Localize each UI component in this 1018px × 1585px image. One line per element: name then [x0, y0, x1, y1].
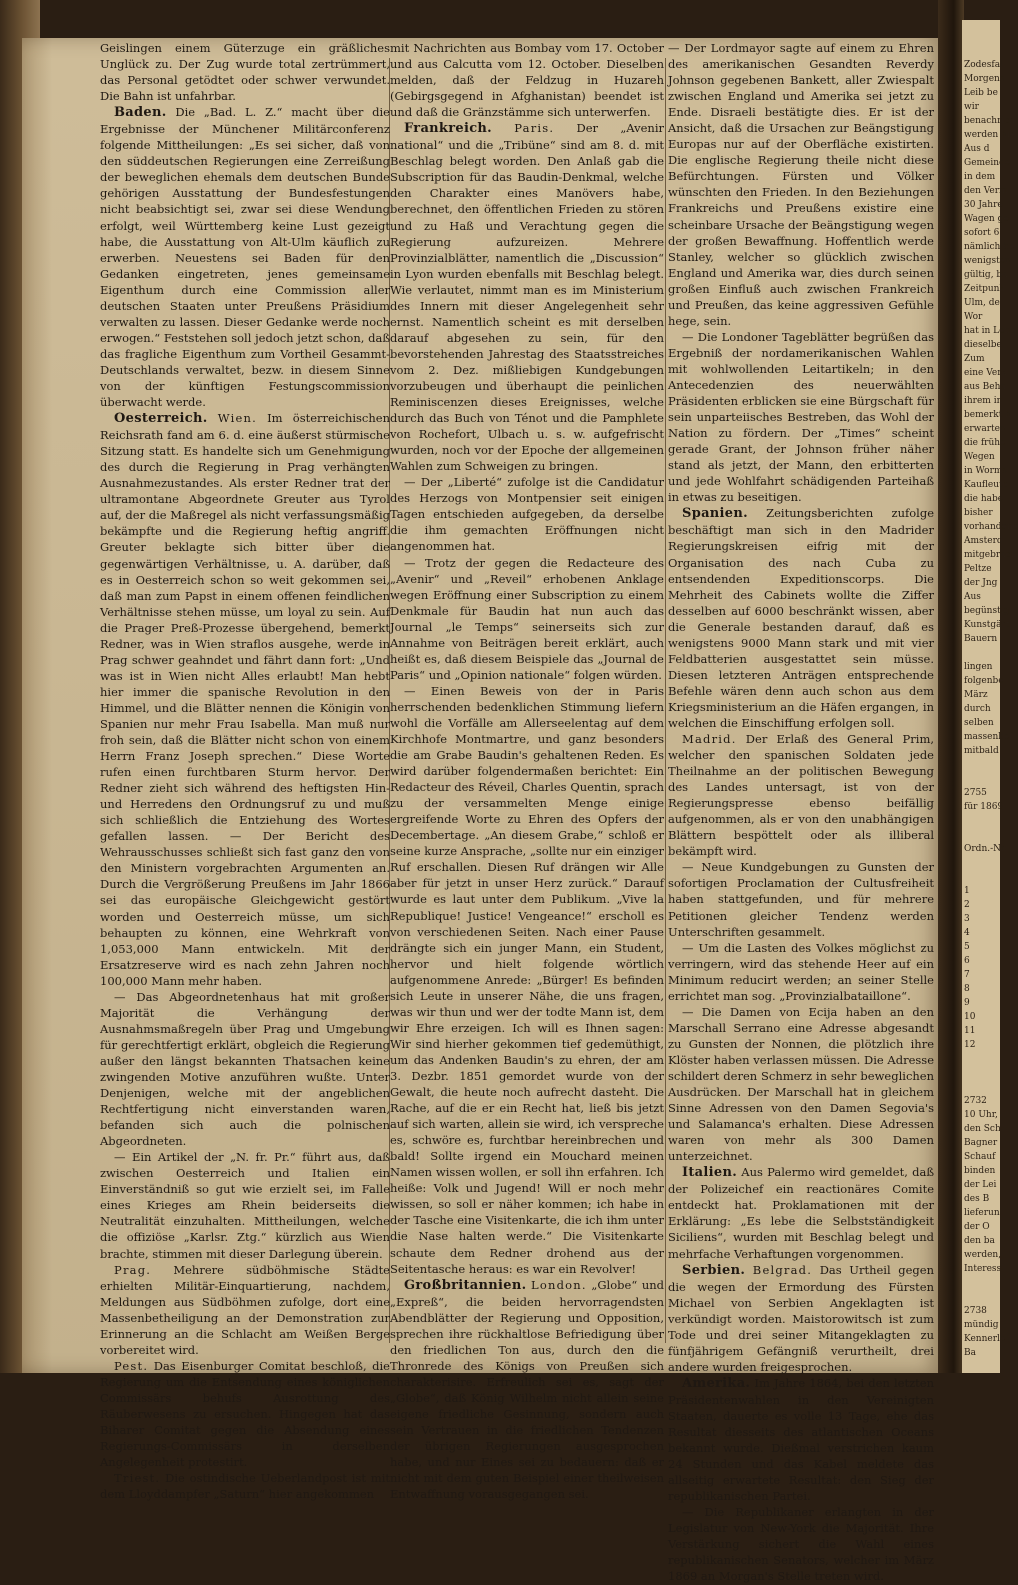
- facing-page-line: bisher: [964, 508, 993, 518]
- facing-page-line: gültig, ba: [964, 270, 1008, 280]
- facing-page-line: den ba: [964, 1236, 995, 1246]
- section-heading-serbien: Serbien.: [682, 1262, 746, 1278]
- article-spanien: [668, 505, 934, 731]
- dateline-pest: Pest.: [114, 1358, 149, 1373]
- facing-page-line: Wor: [964, 312, 983, 322]
- facing-page-line: ihrem in: [964, 396, 1003, 406]
- article-amerika-text: Im Jahre 1864, bei den letzten Präsidentenwahlen in den Vereinigten Staaten, dauerte es volle 13 Tage, ehe das Resultat diesseits des atlantischen Oceans bekannt wurde. Dießmal verstrichen kaum 24 Stunden und das Kabel meldete das allseitig erwartete Resultat: den Sieg der republikanischen Partei.: [668, 1375, 935, 1504]
- article-pest-text: Das Eisenburger Comitat beschloß, die Regierung um die Entsendung eines königlichen Commissärs behufs Ausrottung des Räuberwesens zu ersuchen. Hingegen hat das Biharer Comitat gegen die Absendung eines Regierungs-Commissärs in derselben Angelegenheit protestirt.: [100, 1358, 390, 1470]
- facing-page-line: der O: [964, 1222, 990, 1232]
- facing-page-line: Aus: [964, 592, 981, 602]
- article-italien: [668, 1164, 934, 1261]
- facing-page-line: mündig: [964, 1320, 999, 1330]
- article-tageblaetter: — Die Londoner Tageblätter begrüßen das Ergebniß der nordamerikanischen Wahlen mit wohlwollenden Leitartikeln; in den Antecedenzien des neuerwählten Präsidenten erblicken sie eine Bürgschaft für sein unparteiisches Bestreben, das Wohl der Nation zu fördern. Der „Times“ scheint gerade Grant, der Johnson früher näher stand als jetzt, der Mann, den erbitterten und jede Wohlfahrt schädigenden Parteihaß in etwas zu beseitigen.: [668, 329, 934, 505]
- facing-page-line: eine Verk: [964, 368, 1007, 378]
- section-heading-oesterreich: Oesterreich.: [114, 411, 208, 427]
- facing-page-line: Aus d: [964, 144, 990, 154]
- article-spanien-text: Zeitungsberichten zufolge beschäftigt man sich in den Madrider Regierungskreisen eifrig mit der Organisation des nach Cuba zu entsendenden Expeditionscorps. Die Mehrheit des Cabinets wollte die Ziffer desselben auf 6000 beschränkt wissen, aber die Generale bestanden darauf, daß es wenigstens 9000 Mann stark und mit vier Feldbatterien ausgestattet sein müsse. Diesen letzteren Anträgen entsprechende Befehle wären denn auch schon aus dem Kriegsministerium an die Häfen ergangen, in welchen die Einschiffung erfolgen soll.: [668, 506, 935, 730]
- dateline-wien: Wien.: [217, 411, 257, 426]
- facing-page-line: in Worms: [964, 466, 1008, 476]
- facing-page-line: die frühe: [964, 438, 1006, 448]
- facing-page-line: 5: [964, 942, 970, 952]
- facing-page-line: benachrich: [964, 116, 1016, 126]
- facing-page-line: Kennerle: [964, 1334, 1006, 1344]
- section-heading-amerika: Amerika.: [682, 1375, 751, 1391]
- facing-page-line: für 1869: [964, 802, 1004, 812]
- article-triest-text: Die ostindische Ueberlandpost ist mit dem Lloyddampfer „Saturn“ hier angekommen: [100, 1471, 390, 1502]
- article-italien-neutralitaet: — Ein Artikel der „N. fr. Pr.“ führt aus, daß zwischen Oesterreich und Italien ein Einverständniß so gut wie erzielt sei, im Falle eines Krieges am Rhein beiderseits die Neutralität einzuhalten. Mittheilungen, welche die offiziöse „Karlsr. Ztg.“ kürzlich aus Wien brachte, stimmen mit dieser Darlegung überein.: [100, 1150, 390, 1261]
- facing-page-line: begünstig: [964, 606, 1010, 616]
- facing-page-line: 2: [964, 900, 970, 910]
- facing-page-line: Ba: [964, 1348, 976, 1358]
- facing-page-line: 6: [964, 956, 970, 966]
- facing-page-line: vorhandene: [964, 522, 1018, 532]
- facing-page-line: 1: [964, 886, 970, 896]
- article-amerika: [668, 1375, 934, 1504]
- facing-page-line: 9: [964, 998, 970, 1008]
- section-heading-baden: Baden.: [114, 105, 167, 121]
- article-baudin-subscription: — Trotz der gegen die Redacteure des „Avenir“ und „Reveil“ erhobenen Anklage wegen Eröffnung einer Subscription zu einem Denkmale für Baudin hat nun auch das Journal „le Temps“ seinerseits sich zur Annahme von Beiträgen bereit erklärt, auch heißt es, daß diesem Beispiele das „Journal de Paris“ und „Opinion nationale“ folgen würden.: [390, 555, 664, 682]
- facing-page-line: lingen: [964, 662, 993, 672]
- facing-page-line: Morgens: [964, 74, 1005, 84]
- facing-page-edge: [962, 20, 1018, 1373]
- column-2: [390, 40, 664, 1502]
- facing-page-line: Leib be: [964, 88, 998, 98]
- facing-page-line: Zodesfall: [964, 60, 1006, 70]
- facing-page-line: Ordn.-Nr.: [964, 844, 1008, 854]
- article-oesterreich: [100, 410, 390, 989]
- column-1: [100, 40, 390, 1502]
- article-baden-text: Die „Bad. L. Z.“ macht über die Ergebnisse der Münchener Militärconferenz folgende Mittheilungen: „Es sei sicher, daß von den süddeutschen Regierungen eine Zerreißung der beweglichen ehemals dem deutschen Bunde gehörigen Ausstattung der Bundesfestungen nicht beabsichtigt sei, zwar sei diese Wendung erfolgt, weil Württemberg keine Lust gezeigt habe, die Ausstattung von Alt-Ulm käuflich zu erwerben. Neuestens sei Baden für den Gedanken eingetreten, jenes gemeinsame Eigenthum durch eine Commission aller deutschen Staaten unter Preußens Präsidium verwalten zu lassen. Dieser Gedanke werde noch erwogen.“ Feststehen soll jedoch jetzt schon, daß das fragliche Eigenthum zum Vortheil Gesammt-Deutschlands verwaltet, bezw. in diesem Sinne von der künftigen Festungscommission überwacht werde.: [100, 105, 390, 410]
- facing-page-line: folgenbe: [964, 676, 1004, 686]
- facing-page-line: des B: [964, 1194, 990, 1204]
- facing-page-line: die habe: [964, 494, 1004, 504]
- facing-page-line: bemerkt h: [964, 410, 1011, 420]
- facing-page-line: durch: [964, 704, 991, 714]
- facing-page-line: 2732: [964, 1096, 987, 1106]
- book-spine: [938, 0, 964, 1373]
- facing-page-line: Zeitpunk: [964, 284, 1005, 294]
- dateline-paris: Paris.: [514, 121, 555, 136]
- article-grossbritannien: [390, 1277, 664, 1503]
- article-madrid: [668, 731, 934, 859]
- article-oesterreich-text: Im österreichischen Reichsrath fand am 6. d. eine äußerst stürmische Sitzung statt. Es handelte sich um Genehmigung des durch die Regierung in Prag verhängten Ausnahmezustandes. Als erster Redner trat der ultramontane Abgeordnete Greuter aus Tyrol auf, der die Maßregel als nicht verfassungsmäßig bekämpfte und die Regierung heftig angriff. Greuter beklagte sich bitter über die gegenwärtigen Verhältnisse, u. A. darüber, daß es in Oesterreich schon so weit gekommen sei, daß man zum Papst in einem offenen feindlichen Verhältnisse stehen müsse, um loyal zu sein. Auf die Prager Preß-Prozesse übergehend, bemerkt Redner, was in Wien straflos ausgehe, werde in Prag schwer geahndet und fährt dann fort: „Und was ist in Wien nicht Alles erlaubt! Man hebt hier immer die spanische Revolution in den Himmel, und die Blätter nennen die Königin von Spanien nur mehr Frau Isabella. Man muß nur froh sein, daß die Blätter nicht schon von einem Herrn Franz Joseph sprechen.“ Diese Worte rufen einen furchtbaren Sturm hervor. Der Redner zieht sich während des heftigsten Hin- und Herredens den Ordnungsruf zu und muß sich schließlich die Entziehung des Wortes gefallen lassen. — Der Bericht des Wehrausschusses schließt sich fast ganz den von den Ministern vorgebrachten Argumenten an. Durch die Vergrößerung Preußens im Jahr 1866 sei das europäische Gleichgewicht gestört worden und Oesterreich müsse, um sich behaupten zu können, eine Wehrkraft von 1,053,000 Mann entwickeln. Mit der Ersatzreserve wird es nach zehn Jahren noch 100,000 Mann mehr haben.: [100, 411, 390, 988]
- facing-page-line: 2738: [964, 1306, 987, 1316]
- article-lordmayor: — Der Lordmayor sagte auf einem zu Ehren des amerikanischen Gesandten Reverdy Johnson gegebenen Bankett, aller Zwiespalt zwischen England und Amerika sei jetzt zu Ende. Disraeli bestätigte dies. Er ist der Ansicht, daß die Ursachen zur Beängstigung Europas nur auf der Oberfläche existirten. Die englische Regierung theile nicht diese Befürchtungen. Fürsten und Völker wünschten den Frieden. In den Beziehungen Frankreichs und Preußens existire eine scheinbare Ursache der Beängstigung wegen der großen Bewaffnung. Hoffentlich werde Stanley, welcher so glücklich zwischen England und Amerika war, dies durch seinen großen Einfluß auch zwischen Frankreich und Preußen, das keine aggressiven Gefühle hege, sein.: [668, 41, 934, 328]
- dateline-prag: Prag.: [114, 1262, 152, 1277]
- facing-page-line: binden: [964, 1166, 996, 1176]
- dateline-london: London.: [531, 1277, 587, 1292]
- facing-page-line: Peltze: [964, 564, 992, 574]
- facing-page-line: wenigsten: [964, 256, 1011, 266]
- facing-page-line: der Lei: [964, 1180, 997, 1190]
- article-frankreich-text: Der „Avenir national“ und die „Tribüne“ sind am 8. d. mit Beschlag belegt worden. Den Anlaß gab die Subscription für das Baudin-Denkmal, welche den Charakter eines Manövers habe, berechnet, den öffentlichen Frieden zu stören und zu Haß und Verachtung gegen die Regierung aufzureizen. Mehrere Provinzialblätter, namentlich die „Discussion“ in Lyon wurden ebenfalls mit Beschlag belegt. Wie verlautet, nimmt man es im Ministerium des Innern mit dieser Angelegenheit sehr ernst. Namentlich scheint es mit derselben darauf abgesehen zu sein, für den bevorstehenden Jahrestag des Staatsstreiches vom 2. Dez. mißliebigen Kundgebungen vorzubeugen und überhaupt die peinlichen Reminiscenzen dieses Ereignisses, welche durch das Buch von Ténot und die Pamphlete von Rochefort, Ulbach u. s. w. aufgefrischt wurden, noch vor der Epoche der allgemeinen Wahlen zum Schweigen zu bringen.: [390, 121, 664, 474]
- facing-page-line: Wegen: [964, 452, 995, 462]
- section-heading-italien: Italien.: [682, 1165, 738, 1181]
- facing-page-line: Kunstgärt: [964, 620, 1010, 630]
- facing-page-line: der Jng: [964, 578, 998, 588]
- article-baden: [100, 104, 390, 410]
- facing-page-line: März: [964, 690, 988, 700]
- section-heading-frankreich: Frankreich.: [404, 121, 492, 137]
- facing-page-line: Gemeinde: [964, 158, 1011, 168]
- facing-page-line: Amsterd: [964, 536, 1003, 546]
- article-cultusfreiheit: — Neue Kundgebungen zu Gunsten der sofortigen Proclamation der Cultusfreiheit haben stattgefunden, und für mehrere Petitionen gleicher Tendenz werden Unterschriften gesammelt.: [668, 860, 934, 939]
- article-frankreich: [390, 120, 664, 474]
- facing-page-line: nämlich be: [964, 242, 1015, 252]
- facing-page-line: Bagner: [964, 1138, 998, 1148]
- article-montmartre: — Einen Beweis von der in Paris herrschenden bedenklichen Stimmung liefern wohl die Vorfälle am Allerseelentag auf dem Kirchhofe Montmartre, und ganz besonders die am Grabe Baudin's gehaltenen Reden. Es wird darüber folgendermaßen berichtet: Ein Redacteur des Réveil, Charles Quentin, sprach zu der versammelten Menge einige ergreifende Worte zu Ehren des Opfers der Decembertage. „An diesem Grabe,“ schloß er seine kurze Ansprache, „sollte nur ein einziger Ruf erschallen. Diesen Ruf drängen wir Alle aber für jetzt in unser Herz zurück.“ Darauf wurde es laut unter dem Publikum. „Vive la Republique! Justice! Vengeance!“ erscholl es von verschiedenen Seiten. Nach einer Pause drängte sich ein junger Mann, ein Student, hervor und hielt folgende wörtlich aufgenommene Anrede: „Bürger! Es befinden sich Leute in unserer Nähe, die uns fragen, was wir thun und wer der todte Mann ist, dem wir Ehre erzeigen. Ich will es Ihnen sagen: Wir sind hierher gekommen tief gedemüthigt, um das Andenken Baudin's zu ehren, der am 3. Dezbr. 1851 gemordet wurde von der Gewalt, die heute noch aufrecht dasteht. Die Rache, auf die er ein Recht hat, ließ bis jetzt auf sich warten, allein sie wird, ich verspreche es, schwöre es, furchtbar hereinbrechen und bald! Sollte irgend ein Mouchard meinen Namen wissen wollen, er soll ihn erfahren. Ich heiße: Volk und Jugend! Will er noch mehr wissen, so soll er näher kommen; ich habe in der Tasche eine Visitenkarte, die ich ihm unter die Nase halten werde.“ Die Visitenkarte schaute dem Redner drohend aus der Seitentasche heraus: es war ein Revolver!: [390, 683, 664, 1276]
- section-heading-spanien: Spanien.: [682, 506, 748, 522]
- facing-page-line: werden,: [964, 1250, 1002, 1260]
- facing-page-line: Bauern: [964, 634, 998, 644]
- facing-page-line: Zum: [964, 354, 985, 364]
- dateline-belgrad: Belgrad.: [752, 1262, 813, 1277]
- article-ostindien: mit Nachrichten aus Bombay vom 17. October und aus Calcutta vom 12. October. Dieselben melden, daß der Feldzug in Huzareh (Gebirgsgegend in Afghanistan) beendet ist und daß die Gränzstämme sich unterwerfen.: [390, 41, 664, 120]
- facing-page-line: Interess: [964, 1264, 1002, 1274]
- facing-page-line: Ulm, de: [964, 298, 1000, 308]
- facing-page-line: den Sch: [964, 1124, 1001, 1134]
- facing-page-line: mitbald: [964, 746, 999, 756]
- facing-page-line: Wagen ge: [964, 214, 1009, 224]
- facing-page-line: Kaufleute: [964, 480, 1008, 490]
- facing-page-line: 4: [964, 928, 970, 938]
- article-grossbritannien-text: „Globe“ und „Expreß“, die beiden hervorragendsten Abendblätter der Regierung und Opposition, sprechen ihre rückhaltlose Befriedigung über den friedlichen Ton aus, durch den die Thronrede des Königs von Preußen sich charakterisire. Erfreulich sei es, sagt der „Globe“, daß König Wilhelm nicht allein seine eigene friedliche Gesinnung, sondern auch sein Vertrauen in die friedlichen Tendenzen der übrigen Regierungen ausgesprochen habe, und nur Eines sei zu bedauern: daß er nicht mit dem guten Beispiel einer theilweisen Entwaffnung vorausgegangen sei.: [390, 1277, 665, 1502]
- column-3: [668, 40, 934, 1585]
- facing-page-line: 2755: [964, 788, 987, 798]
- article-geislingen: Geislingen einem Güterzuge ein gräßliches Unglück zu. Der Zug wurde total zertrümmert, das Personal getödtet oder schwer verwundet. Die Bahn ist unfahrbar.: [100, 41, 390, 104]
- article-prag-text: Mehrere südböhmische Städte erhielten Militär-Einquartierung, nachdem, Meldungen aus Südböhmen zufolge, dort eine Massenbetheiligung an der Demonstration zur Erinnerung an die Schlacht am Weißen Berge vorbereitet wird.: [100, 1262, 390, 1357]
- facing-page-line: 11: [964, 1026, 976, 1036]
- facing-page-line: 12: [964, 1040, 976, 1050]
- facing-page-line: wir: [964, 102, 979, 112]
- article-madrid-text: Der Erlaß des General Prim, welcher den spanischen Soldaten jede Theilnahme an der politischen Bewegung des Landes untersagt, ist von der Regierungspresse ebenso beifällig aufgenommen, als er von den unabhängigen Blättern bespöttelt oder als illiberal bekämpft wird.: [668, 732, 935, 859]
- article-serbien: [668, 1262, 934, 1375]
- article-pest: [100, 1358, 390, 1470]
- facing-page-line: sofort 6: [964, 228, 1000, 238]
- article-prag: [100, 1262, 390, 1358]
- facing-page-line: 10 Uhr,: [964, 1110, 998, 1120]
- article-new-york: — Die Republikaner erlangten in der Legislatur von New-York die Majorität. Ihre Verstärkung sichert die Wahl eines republikanischen Senators, welcher im März 1869 an Morgan's Stelle treten wird.: [668, 1505, 934, 1584]
- facing-page-line: 7: [964, 970, 970, 980]
- facing-page-line: 30 Jahre: [964, 200, 1003, 210]
- facing-page-line: Schauf: [964, 1152, 996, 1162]
- facing-page-line: lieferun: [964, 1208, 1000, 1218]
- dateline-madrid: Madrid.: [682, 732, 737, 747]
- facing-page-line: den Verm: [964, 186, 1008, 196]
- article-heer: — Um die Lasten des Volkes möglichst zu verringern, wird das stehende Heer auf ein Minimum reducirt werden; an seiner Stelle errichtet man sog. „Provinzialbataillone“.: [668, 940, 934, 1003]
- facing-page-line: aus Beha: [964, 382, 1006, 392]
- facing-page-line: massenbef: [964, 732, 1013, 742]
- article-italien-text: Aus Palermo wird gemeldet, daß der Polizeichef ein reactionäres Comite entdeckt hat. Proklamationen mit der Erklärung: „Es lebe die Selbstständigkeit Siciliens“, wurden mit Beschlag belegt und mehrfache Verhaftungen vorgenommen.: [668, 1165, 934, 1261]
- article-triest: [100, 1470, 390, 1502]
- facing-page-line: in dem: [964, 172, 996, 182]
- facing-page-line: mitgebrach: [964, 550, 1017, 560]
- facing-page-line: werden hie: [964, 130, 1016, 140]
- facing-page-line: dieselbe: [964, 340, 1002, 350]
- facing-page-line: 10: [964, 1012, 976, 1022]
- column-divider: [665, 58, 666, 1343]
- facing-page-line: hat in Leng: [964, 326, 1017, 336]
- article-abgeordnetenhaus: — Das Abgeordnetenhaus hat mit großer Majorität die Verhängung der Ausnahmsmaßregeln über Prag und Umgebung für gerechtfertigt erklärt, obgleich die Regierung außer den längst bekannten Thatsachen keine zwingenden Motive anzuführen wußte. Unter Denjenigen, welche mit der angeblichen Rechtfertigung nicht einverstanden waren, befanden sich auch die polnischen Abgeordneten.: [100, 989, 390, 1149]
- facing-page-line: 8: [964, 984, 970, 994]
- facing-page-line: selben: [964, 718, 994, 728]
- facing-page-line: erwarten: [964, 424, 1006, 434]
- article-serbien-text: Das Urtheil gegen die wegen der Ermordung des Fürsten Michael von Serbien Angeklagten ist verkündigt worden. Maistorowitsch ist zum Tode und drei seiner Mitangeklagten zu fünfjährigem Gefängniß verurtheilt, drei andere wurden freigesprochen.: [668, 1262, 934, 1374]
- article-ecija: — Die Damen von Ecija haben an den Marschall Serrano eine Adresse abgesandt zu Gunsten der Nonnen, die plötzlich ihre Klöster haben verlassen müssen. Die Adresse schildert deren Schmerz in sehr beweglichen Ausdrücken. Der Marschall hat in gleichem Sinne Adressen von den Damen Segovia's und Salamanca's erhalten. Diese Adressen waren von mehr als 300 Damen unterzeichnet.: [668, 1004, 934, 1164]
- dateline-triest: Triest.: [114, 1471, 161, 1486]
- facing-page-line: 3: [964, 914, 970, 924]
- article-liberte: — Der „Liberté“ zufolge ist die Candidatur des Herzogs von Montpensier seit einigen Tagen entschieden aufgegeben, da derselbe die ihm gemachten Eröffnungen nicht angenommen hat.: [390, 475, 664, 554]
- section-heading-grossbritannien: Großbritannien.: [404, 1277, 527, 1293]
